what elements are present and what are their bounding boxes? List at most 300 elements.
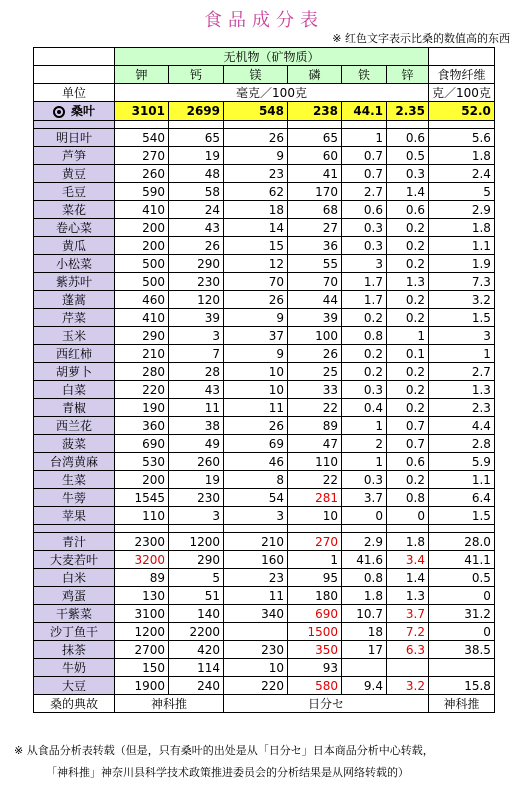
value-cell: 290 bbox=[169, 255, 224, 273]
value-cell: 9 bbox=[224, 309, 288, 327]
value-cell: 0.2 bbox=[387, 255, 429, 273]
value-cell: 410 bbox=[115, 201, 169, 219]
food-name bbox=[34, 641, 115, 659]
value-cell: 51 bbox=[169, 587, 224, 605]
value-cell: 39 bbox=[169, 309, 224, 327]
value-cell: 0.2 bbox=[387, 291, 429, 309]
food-name-label: 牛蒡 bbox=[61, 490, 86, 505]
value-cell: 9.4 bbox=[342, 677, 387, 695]
value-cell: 7.2 bbox=[387, 623, 429, 641]
value-cell: 460 bbox=[115, 291, 169, 309]
source-fiber: 神科推 bbox=[429, 695, 495, 713]
food-name bbox=[34, 471, 115, 489]
source-row bbox=[34, 695, 495, 713]
value-cell: 41.1 bbox=[429, 551, 495, 569]
value-cell: 1 bbox=[288, 551, 342, 569]
value-cell: 46 bbox=[224, 453, 288, 471]
table-row bbox=[34, 201, 495, 219]
value-cell: 0.7 bbox=[342, 165, 387, 183]
value-cell: 18 bbox=[342, 623, 387, 641]
value-cell: 3.2 bbox=[429, 291, 495, 309]
value-cell: 48 bbox=[169, 165, 224, 183]
value-cell: 200 bbox=[115, 219, 169, 237]
value-cell: 0.2 bbox=[387, 237, 429, 255]
value-cell: 2.4 bbox=[429, 165, 495, 183]
fiber-header: 食物纤维 bbox=[429, 66, 495, 84]
value-cell: 2.9 bbox=[342, 533, 387, 551]
table-row bbox=[34, 659, 495, 677]
value-cell bbox=[224, 623, 288, 641]
value-cell: 2.7 bbox=[429, 363, 495, 381]
food-name-label: 沙丁鱼干 bbox=[49, 624, 98, 639]
table-row bbox=[34, 471, 495, 489]
value-cell: 25 bbox=[288, 363, 342, 381]
value-cell: 41 bbox=[288, 165, 342, 183]
value-cell: 1900 bbox=[115, 677, 169, 695]
value-cell: 1.4 bbox=[387, 569, 429, 587]
food-name-label: 菠菜 bbox=[61, 436, 86, 451]
table-row bbox=[34, 327, 495, 345]
value-cell: 0.4 bbox=[342, 399, 387, 417]
value-cell: 260 bbox=[169, 453, 224, 471]
value-cell: 9 bbox=[224, 147, 288, 165]
value-cell: 1.9 bbox=[429, 255, 495, 273]
value-cell: 2699 bbox=[169, 102, 224, 121]
table-row bbox=[34, 453, 495, 471]
value-cell: 5 bbox=[429, 183, 495, 201]
column-header: 镁 bbox=[224, 66, 288, 84]
food-name-label: 大麦若叶 bbox=[49, 552, 98, 567]
value-cell: 340 bbox=[224, 605, 288, 623]
value-cell: 9 bbox=[224, 345, 288, 363]
table-row bbox=[34, 309, 495, 327]
food-name-label: 大豆 bbox=[61, 678, 86, 693]
food-name-label: 西兰花 bbox=[55, 418, 92, 433]
table-row bbox=[34, 623, 495, 641]
unit-fiber: 克／100克 bbox=[429, 84, 495, 102]
value-cell: 68 bbox=[288, 201, 342, 219]
food-name-label: 白米 bbox=[61, 570, 86, 585]
table-row bbox=[34, 102, 495, 121]
value-cell: 0.7 bbox=[387, 435, 429, 453]
value-cell: 22 bbox=[288, 471, 342, 489]
value-cell: 120 bbox=[169, 291, 224, 309]
value-cell: 62 bbox=[224, 183, 288, 201]
value-cell: 44 bbox=[288, 291, 342, 309]
value-cell: 10 bbox=[224, 363, 288, 381]
value-cell: 31.2 bbox=[429, 605, 495, 623]
value-cell: 0.3 bbox=[342, 471, 387, 489]
table-row bbox=[34, 219, 495, 237]
value-cell: 0.7 bbox=[342, 147, 387, 165]
value-cell: 0.6 bbox=[387, 453, 429, 471]
value-cell: 3200 bbox=[115, 551, 169, 569]
value-cell: 70 bbox=[288, 273, 342, 291]
value-cell: 240 bbox=[169, 677, 224, 695]
value-cell: 11 bbox=[224, 399, 288, 417]
value-cell: 1.4 bbox=[387, 183, 429, 201]
table-row bbox=[34, 435, 495, 453]
value-cell: 114 bbox=[169, 659, 224, 677]
value-cell: 55 bbox=[288, 255, 342, 273]
value-cell: 65 bbox=[288, 129, 342, 147]
value-cell: 1.1 bbox=[429, 471, 495, 489]
value-cell: 0.8 bbox=[342, 327, 387, 345]
food-name bbox=[34, 533, 115, 551]
value-cell: 0.8 bbox=[342, 569, 387, 587]
value-cell: 1 bbox=[342, 129, 387, 147]
value-cell: 6.3 bbox=[387, 641, 429, 659]
value-cell: 2300 bbox=[115, 533, 169, 551]
value-cell: 26 bbox=[224, 291, 288, 309]
value-cell: 10 bbox=[224, 381, 288, 399]
value-cell: 260 bbox=[115, 165, 169, 183]
food-name-label: 鸡蛋 bbox=[61, 588, 86, 603]
table-row bbox=[34, 363, 495, 381]
value-cell: 530 bbox=[115, 453, 169, 471]
nutrition-table bbox=[33, 47, 495, 713]
value-cell: 210 bbox=[115, 345, 169, 363]
value-cell: 0 bbox=[387, 507, 429, 525]
value-cell: 0.2 bbox=[387, 399, 429, 417]
value-cell: 0.2 bbox=[387, 309, 429, 327]
value-cell: 1.5 bbox=[429, 507, 495, 525]
spacer-row bbox=[34, 525, 495, 533]
value-cell bbox=[342, 659, 387, 677]
mineral-group-header: 无机物（矿物质） bbox=[115, 48, 429, 66]
table-row bbox=[34, 345, 495, 363]
table-row bbox=[34, 533, 495, 551]
value-cell: 410 bbox=[115, 309, 169, 327]
value-cell: 38.5 bbox=[429, 641, 495, 659]
value-cell: 0.8 bbox=[387, 489, 429, 507]
value-cell: 7 bbox=[169, 345, 224, 363]
value-cell: 3.7 bbox=[387, 605, 429, 623]
value-cell: 220 bbox=[115, 381, 169, 399]
value-cell: 70 bbox=[224, 273, 288, 291]
food-name-label: 蓬蒿 bbox=[61, 292, 86, 307]
table-row bbox=[34, 417, 495, 435]
value-cell: 0.2 bbox=[387, 363, 429, 381]
value-cell: 58 bbox=[169, 183, 224, 201]
value-cell: 44.1 bbox=[342, 102, 387, 121]
value-cell: 1.1 bbox=[429, 237, 495, 255]
value-cell: 37 bbox=[224, 327, 288, 345]
value-cell: 690 bbox=[288, 605, 342, 623]
value-cell: 5.9 bbox=[429, 453, 495, 471]
value-cell: 2.3 bbox=[429, 399, 495, 417]
value-cell: 12 bbox=[224, 255, 288, 273]
value-cell: 89 bbox=[288, 417, 342, 435]
column-header: 铁 bbox=[342, 66, 387, 84]
value-cell: 69 bbox=[224, 435, 288, 453]
value-cell: 170 bbox=[288, 183, 342, 201]
target-icon bbox=[53, 106, 65, 118]
food-name-label: 芦笋 bbox=[61, 148, 86, 163]
food-name-label: 紫苏叶 bbox=[55, 274, 92, 289]
unit-label: 单位 bbox=[34, 84, 115, 102]
value-cell: 270 bbox=[288, 533, 342, 551]
value-cell: 160 bbox=[224, 551, 288, 569]
table-row bbox=[34, 399, 495, 417]
value-cell: 27 bbox=[288, 219, 342, 237]
food-name-label: 芹菜 bbox=[61, 310, 86, 325]
food-name-label: 牛奶 bbox=[61, 660, 86, 675]
value-cell: 15 bbox=[224, 237, 288, 255]
value-cell: 0 bbox=[429, 623, 495, 641]
value-cell: 11 bbox=[224, 587, 288, 605]
value-cell: 1.3 bbox=[387, 587, 429, 605]
table-row bbox=[34, 291, 495, 309]
food-name bbox=[34, 147, 115, 165]
table-row bbox=[34, 605, 495, 623]
food-name-label: 胡萝卜 bbox=[55, 364, 92, 379]
value-cell: 54 bbox=[224, 489, 288, 507]
value-cell: 49 bbox=[169, 435, 224, 453]
value-cell: 18 bbox=[224, 201, 288, 219]
value-cell: 290 bbox=[115, 327, 169, 345]
value-cell: 0.3 bbox=[387, 165, 429, 183]
value-cell: 19 bbox=[169, 147, 224, 165]
table-row bbox=[34, 677, 495, 695]
value-cell: 580 bbox=[288, 677, 342, 695]
value-cell: 43 bbox=[169, 219, 224, 237]
food-name bbox=[34, 327, 115, 345]
value-cell: 2.9 bbox=[429, 201, 495, 219]
value-cell: 0.2 bbox=[387, 219, 429, 237]
food-name bbox=[34, 507, 115, 525]
value-cell: 26 bbox=[288, 345, 342, 363]
food-name bbox=[34, 309, 115, 327]
value-cell: 1 bbox=[387, 327, 429, 345]
table-row bbox=[34, 569, 495, 587]
food-name bbox=[34, 102, 115, 121]
food-name bbox=[34, 587, 115, 605]
red-text-note: ※ 红色文字表示比桑的数值高的东西 bbox=[332, 32, 510, 45]
table-row bbox=[34, 165, 495, 183]
food-name-label: 黄瓜 bbox=[61, 238, 86, 253]
value-cell: 1200 bbox=[169, 533, 224, 551]
food-name bbox=[34, 381, 115, 399]
value-cell: 230 bbox=[169, 489, 224, 507]
value-cell: 2.7 bbox=[342, 183, 387, 201]
header-column-row bbox=[34, 66, 495, 84]
value-cell: 2.8 bbox=[429, 435, 495, 453]
value-cell: 4.4 bbox=[429, 417, 495, 435]
food-name bbox=[34, 453, 115, 471]
food-name bbox=[34, 605, 115, 623]
table-row bbox=[34, 147, 495, 165]
value-cell: 39 bbox=[288, 309, 342, 327]
food-name bbox=[34, 273, 115, 291]
food-name-label: 西红柿 bbox=[55, 346, 92, 361]
value-cell: 0.3 bbox=[342, 381, 387, 399]
food-name-label: 白菜 bbox=[61, 382, 86, 397]
value-cell: 2.35 bbox=[387, 102, 429, 121]
food-name-label: 毛豆 bbox=[61, 184, 86, 199]
value-cell: 41.6 bbox=[342, 551, 387, 569]
value-cell: 52.0 bbox=[429, 102, 495, 121]
value-cell: 1 bbox=[342, 417, 387, 435]
value-cell: 0.5 bbox=[429, 569, 495, 587]
value-cell: 1.3 bbox=[429, 381, 495, 399]
value-cell: 14 bbox=[224, 219, 288, 237]
value-cell: 1.8 bbox=[429, 219, 495, 237]
value-cell: 38 bbox=[169, 417, 224, 435]
value-cell: 0.3 bbox=[342, 219, 387, 237]
value-cell: 1200 bbox=[115, 623, 169, 641]
header-group-row bbox=[34, 48, 495, 66]
value-cell: 11 bbox=[169, 399, 224, 417]
table-row bbox=[34, 641, 495, 659]
value-cell: 26 bbox=[224, 417, 288, 435]
value-cell: 24 bbox=[169, 201, 224, 219]
table-row bbox=[34, 587, 495, 605]
value-cell: 3101 bbox=[115, 102, 169, 121]
value-cell: 0.2 bbox=[342, 363, 387, 381]
value-cell: 3 bbox=[342, 255, 387, 273]
value-cell: 130 bbox=[115, 587, 169, 605]
value-cell: 5 bbox=[169, 569, 224, 587]
value-cell: 0.6 bbox=[387, 201, 429, 219]
unit-minerals: 毫克／100克 bbox=[115, 84, 429, 102]
table-row bbox=[34, 237, 495, 255]
value-cell: 1.8 bbox=[342, 587, 387, 605]
value-cell: 60 bbox=[288, 147, 342, 165]
food-name-label: 台湾黄麻 bbox=[49, 454, 98, 469]
value-cell: 26 bbox=[169, 237, 224, 255]
value-cell: 280 bbox=[115, 363, 169, 381]
value-cell: 89 bbox=[115, 569, 169, 587]
food-name bbox=[34, 569, 115, 587]
food-name-label: 青汁 bbox=[61, 534, 86, 549]
food-name bbox=[34, 183, 115, 201]
value-cell: 0 bbox=[342, 507, 387, 525]
value-cell: 500 bbox=[115, 273, 169, 291]
value-cell: 0.7 bbox=[387, 417, 429, 435]
value-cell: 6.4 bbox=[429, 489, 495, 507]
value-cell: 10 bbox=[288, 507, 342, 525]
value-cell: 0.2 bbox=[342, 345, 387, 363]
value-cell: 290 bbox=[169, 551, 224, 569]
value-cell: 0.3 bbox=[342, 237, 387, 255]
page-title: 食品成分表 bbox=[204, 10, 324, 31]
table-row bbox=[34, 381, 495, 399]
value-cell: 180 bbox=[288, 587, 342, 605]
value-cell: 0.6 bbox=[342, 201, 387, 219]
food-name bbox=[34, 363, 115, 381]
food-name bbox=[34, 435, 115, 453]
value-cell: 17 bbox=[342, 641, 387, 659]
value-cell: 150 bbox=[115, 659, 169, 677]
value-cell bbox=[429, 659, 495, 677]
value-cell: 0 bbox=[429, 587, 495, 605]
value-cell: 93 bbox=[288, 659, 342, 677]
value-cell: 7.3 bbox=[429, 273, 495, 291]
food-name bbox=[34, 201, 115, 219]
value-cell: 3 bbox=[169, 327, 224, 345]
food-name-label: 干紫菜 bbox=[55, 606, 92, 621]
food-name-label: 青椒 bbox=[61, 400, 86, 415]
value-cell: 500 bbox=[115, 255, 169, 273]
value-cell: 3 bbox=[224, 507, 288, 525]
value-cell: 590 bbox=[115, 183, 169, 201]
food-name bbox=[34, 129, 115, 147]
value-cell: 270 bbox=[115, 147, 169, 165]
value-cell: 190 bbox=[115, 399, 169, 417]
value-cell: 5.6 bbox=[429, 129, 495, 147]
value-cell: 360 bbox=[115, 417, 169, 435]
table-row bbox=[34, 129, 495, 147]
spacer-row bbox=[34, 121, 495, 129]
food-name bbox=[34, 345, 115, 363]
value-cell: 220 bbox=[224, 677, 288, 695]
food-name-label: 菜花 bbox=[61, 202, 86, 217]
value-cell: 65 bbox=[169, 129, 224, 147]
value-cell: 1500 bbox=[288, 623, 342, 641]
table-row bbox=[34, 255, 495, 273]
value-cell: 3.4 bbox=[387, 551, 429, 569]
value-cell: 2 bbox=[342, 435, 387, 453]
source-label: 桑的典故 bbox=[34, 695, 115, 713]
value-cell: 43 bbox=[169, 381, 224, 399]
value-cell: 420 bbox=[169, 641, 224, 659]
food-name bbox=[34, 489, 115, 507]
value-cell: 3 bbox=[429, 327, 495, 345]
value-cell: 3.2 bbox=[387, 677, 429, 695]
value-cell: 1 bbox=[342, 453, 387, 471]
value-cell: 1545 bbox=[115, 489, 169, 507]
food-name-label: 桑叶 bbox=[70, 104, 95, 118]
table-row bbox=[34, 551, 495, 569]
food-name bbox=[34, 255, 115, 273]
value-cell: 230 bbox=[169, 273, 224, 291]
footnote-1: ※ 从食品分析表转载（但是，只有桑叶的出处是从「日分セ」日本商品分析中心转载， bbox=[14, 744, 434, 757]
value-cell: 200 bbox=[115, 471, 169, 489]
value-cell: 0.1 bbox=[387, 345, 429, 363]
food-name-label: 黄豆 bbox=[61, 166, 86, 181]
value-cell: 15.8 bbox=[429, 677, 495, 695]
value-cell: 210 bbox=[224, 533, 288, 551]
column-header: 钙 bbox=[169, 66, 224, 84]
value-cell: 1.8 bbox=[429, 147, 495, 165]
value-cell: 23 bbox=[224, 569, 288, 587]
food-name bbox=[34, 551, 115, 569]
food-name bbox=[34, 237, 115, 255]
value-cell: 200 bbox=[115, 237, 169, 255]
value-cell: 1 bbox=[429, 345, 495, 363]
value-cell: 0.2 bbox=[387, 471, 429, 489]
value-cell: 8 bbox=[224, 471, 288, 489]
value-cell: 26 bbox=[224, 129, 288, 147]
value-cell: 0.2 bbox=[387, 381, 429, 399]
food-name-label: 抹茶 bbox=[61, 642, 86, 657]
food-name-label: 玉米 bbox=[61, 328, 86, 343]
value-cell: 548 bbox=[224, 102, 288, 121]
food-name bbox=[34, 219, 115, 237]
value-cell: 350 bbox=[288, 641, 342, 659]
value-cell: 238 bbox=[288, 102, 342, 121]
value-cell: 36 bbox=[288, 237, 342, 255]
value-cell: 28.0 bbox=[429, 533, 495, 551]
value-cell: 2700 bbox=[115, 641, 169, 659]
value-cell: 1.7 bbox=[342, 273, 387, 291]
value-cell: 47 bbox=[288, 435, 342, 453]
table-row bbox=[34, 507, 495, 525]
value-cell: 0.5 bbox=[387, 147, 429, 165]
value-cell: 1.3 bbox=[387, 273, 429, 291]
value-cell: 140 bbox=[169, 605, 224, 623]
